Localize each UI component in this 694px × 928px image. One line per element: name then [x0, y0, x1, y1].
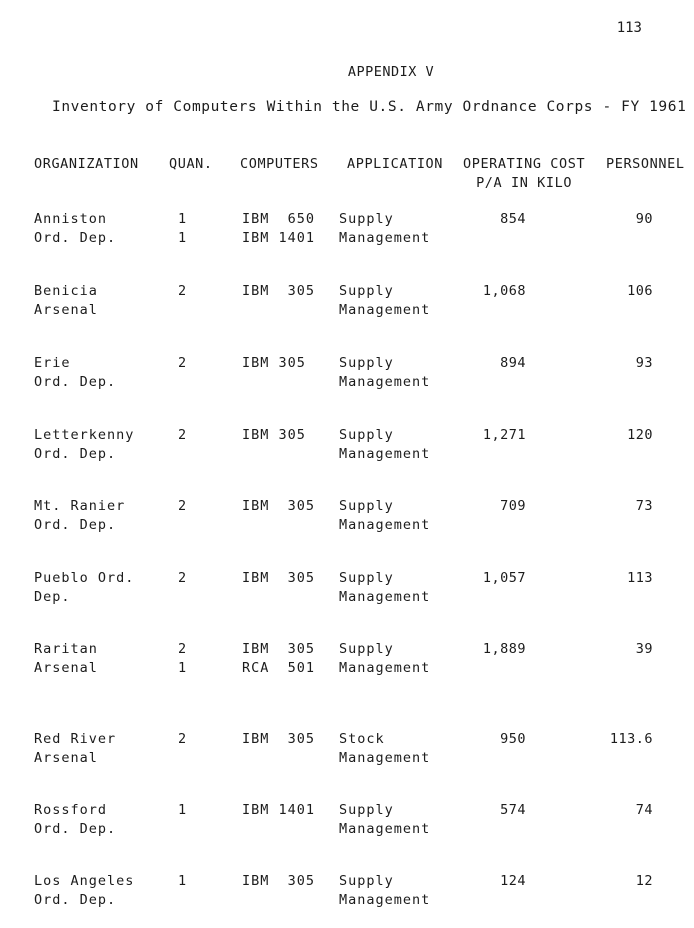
organization-cell: Red River Arsenal	[34, 731, 117, 766]
table-row	[0, 801, 694, 841]
personnel-cell: 39	[635, 641, 653, 657]
application-cell: Stock Management	[339, 731, 431, 766]
application-cell: Supply Management	[339, 802, 431, 837]
appendix-label: APPENDIX V	[347, 64, 435, 80]
personnel-cell: 74	[635, 802, 653, 818]
application-cell: Supply Management	[339, 283, 431, 318]
table-row	[0, 730, 694, 770]
application-cell: Supply Management	[339, 873, 431, 908]
table-row	[0, 872, 694, 912]
document-title: Inventory of Computers Within the U.S. Army Ordnance Corps - FY 1961	[52, 99, 687, 115]
header-personnel: PERSONNEL	[606, 156, 685, 172]
operating-cost-cell: 709	[500, 498, 526, 514]
quantity-cell: 1	[178, 873, 188, 889]
personnel-cell: 12	[635, 873, 653, 889]
computers-cell: IBM 1401	[242, 802, 316, 818]
computers-cell: IBM 305	[242, 731, 316, 747]
organization-cell: Raritan Arsenal	[34, 641, 98, 676]
quantity-cell: 2	[178, 427, 188, 443]
organization-cell: Mt. Ranier Ord. Dep.	[34, 498, 126, 533]
application-cell: Supply Management	[339, 355, 431, 390]
quantity-cell: 2	[178, 570, 188, 586]
operating-cost-cell: 950	[500, 731, 526, 747]
header-quantity: QUAN.	[169, 156, 213, 172]
operating-cost-cell: 1,889	[482, 641, 526, 657]
computers-cell: IBM 305	[242, 355, 306, 371]
quantity-cell: 2	[178, 498, 188, 514]
personnel-cell: 93	[635, 355, 653, 371]
application-cell: Supply Management	[339, 427, 431, 462]
table-row	[0, 282, 694, 322]
header-operating-cost	[463, 155, 585, 193]
personnel-cell: 106	[627, 283, 653, 299]
computers-cell: IBM 305	[242, 873, 316, 889]
application-cell: Supply Management	[339, 570, 431, 605]
organization-cell: Letterkenny Ord. Dep.	[34, 427, 135, 462]
quantity-cell: 2	[178, 283, 188, 299]
computers-cell: IBM 305	[242, 498, 316, 514]
header-application: APPLICATION	[347, 156, 444, 172]
personnel-cell: 113	[627, 570, 653, 586]
organization-cell: Rossford Ord. Dep.	[34, 802, 117, 837]
header-computers: COMPUTERS	[240, 156, 319, 172]
page-number: 113	[616, 20, 642, 36]
operating-cost-cell: 894	[500, 355, 526, 371]
organization-cell: Erie Ord. Dep.	[34, 355, 117, 390]
personnel-cell: 73	[635, 498, 653, 514]
table-row	[0, 640, 694, 680]
computers-cell: IBM 305	[242, 570, 316, 586]
personnel-cell: 113.6	[609, 731, 653, 747]
organization-cell: Anniston Ord. Dep.	[34, 211, 117, 246]
table-row	[0, 497, 694, 537]
table-row	[0, 210, 694, 250]
operating-cost-cell: 1,271	[482, 427, 526, 443]
table-row	[0, 569, 694, 609]
computers-cell: IBM 305	[242, 427, 306, 443]
quantity-cell: 2	[178, 355, 188, 371]
personnel-cell: 90	[635, 211, 653, 227]
quantity-cell: 2	[178, 731, 188, 747]
quantity-cell: 1 1	[178, 211, 188, 246]
personnel-cell: 120	[627, 427, 653, 443]
quantity-cell: 1	[178, 802, 188, 818]
application-cell: Supply Management	[339, 641, 431, 676]
header-cost-line1: OPERATING COST	[463, 156, 586, 172]
computers-cell: IBM 305	[242, 283, 316, 299]
application-cell: Supply Management	[339, 498, 431, 533]
operating-cost-cell: 1,068	[482, 283, 526, 299]
operating-cost-cell: 574	[500, 802, 526, 818]
operating-cost-cell: 1,057	[482, 570, 526, 586]
operating-cost-cell: 854	[500, 211, 526, 227]
application-cell: Supply Management	[339, 211, 431, 246]
table-row	[0, 354, 694, 394]
operating-cost-cell: 124	[500, 873, 526, 889]
organization-cell: Pueblo Ord. Dep.	[34, 570, 135, 605]
organization-cell: Los Angeles Ord. Dep.	[34, 873, 135, 908]
table-row	[0, 426, 694, 466]
organization-cell: Benicia Arsenal	[34, 283, 98, 318]
computers-cell: IBM 305 RCA 501	[242, 641, 316, 676]
computers-cell: IBM 650 IBM 1401	[242, 211, 316, 246]
header-organization: ORGANIZATION	[34, 156, 139, 172]
quantity-cell: 2 1	[178, 641, 188, 676]
header-cost-line2: P/A IN KILO	[476, 175, 573, 191]
